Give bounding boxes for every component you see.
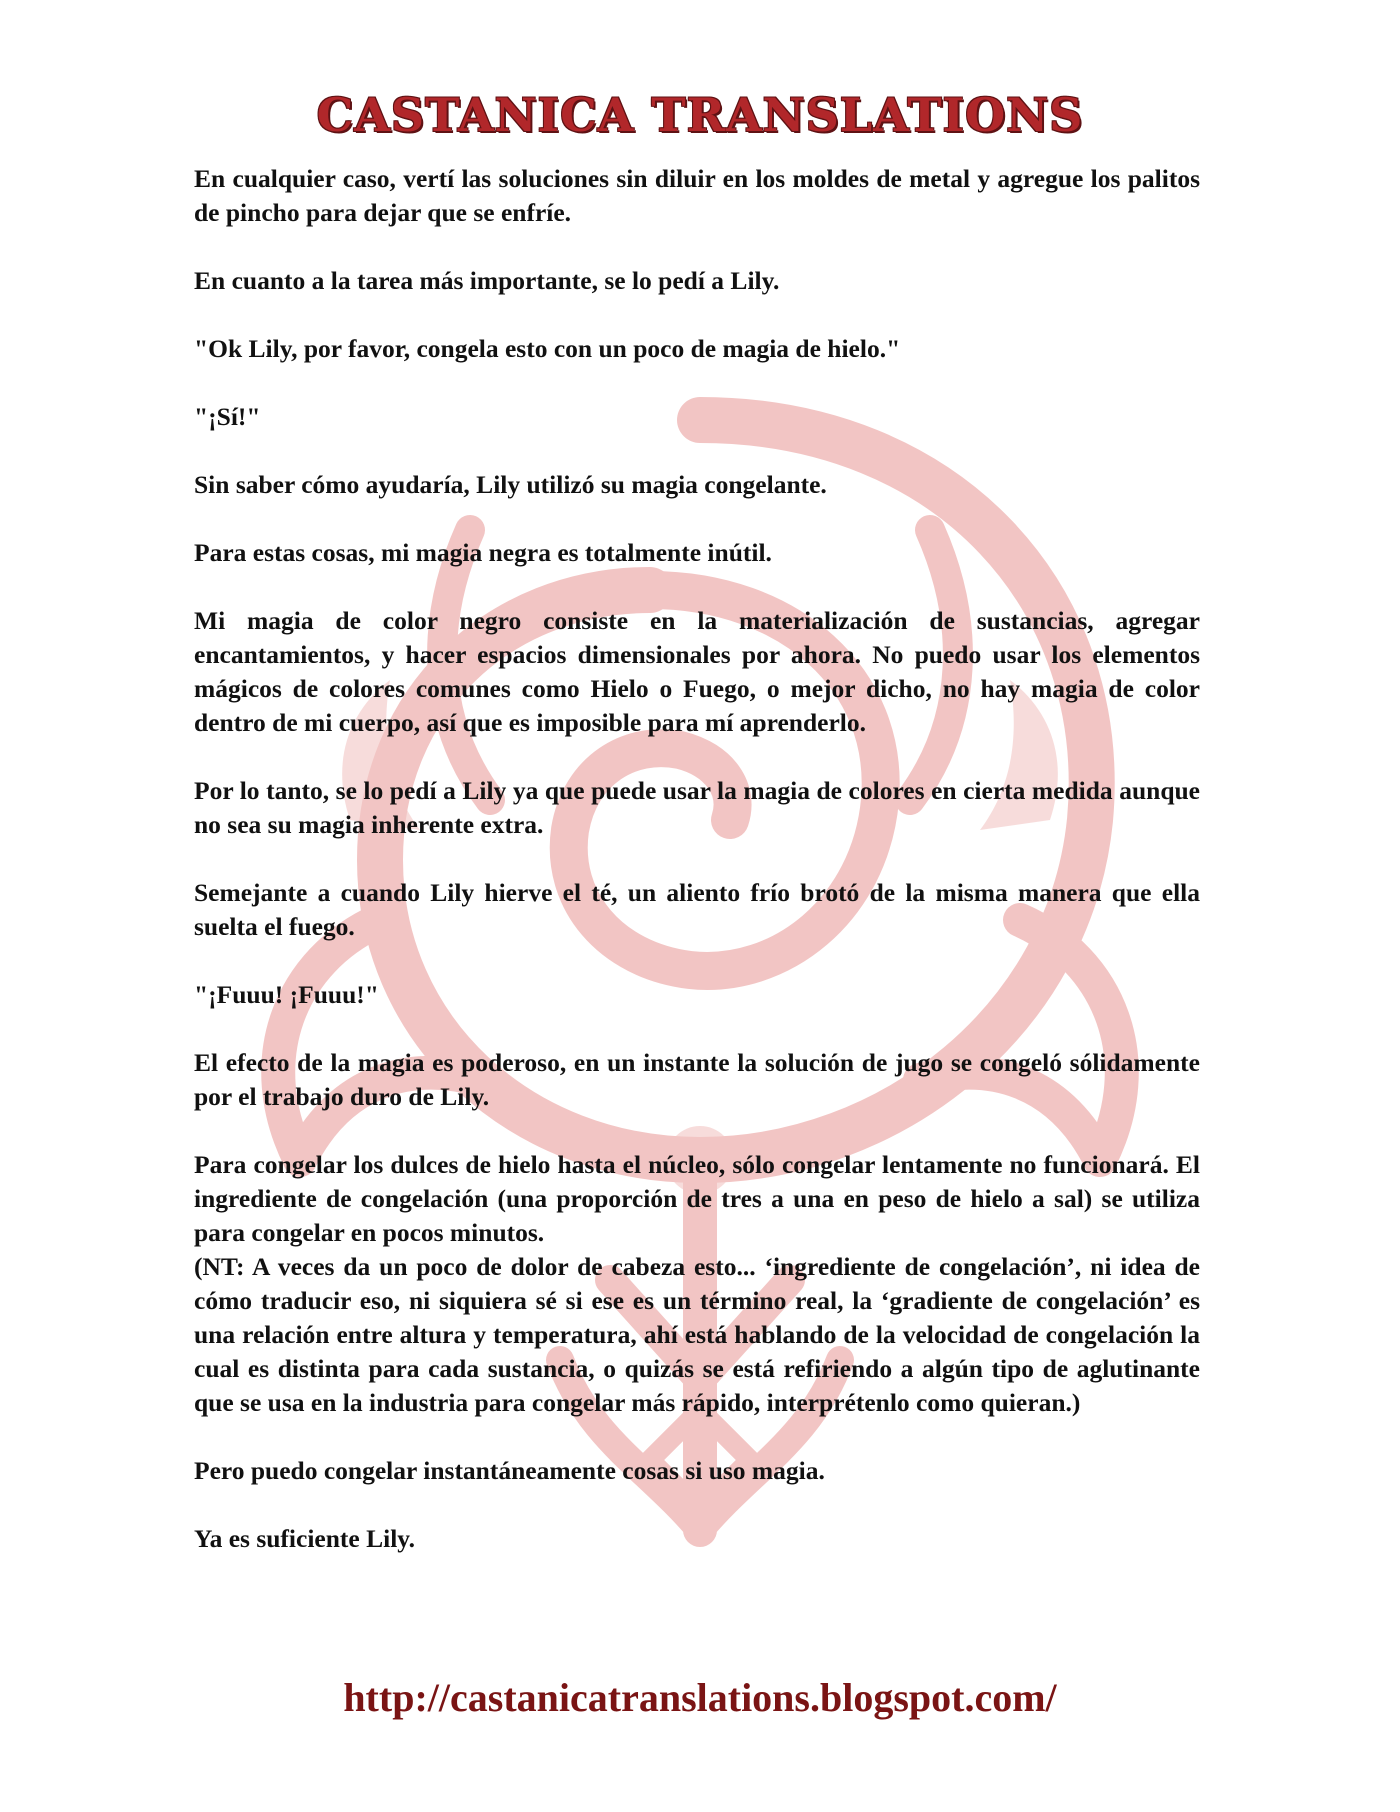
- page-title: CASTANICA TRANSLATIONS: [316, 88, 1084, 142]
- paragraph: Para estas cosas, mi magia negra es totalmente inútil.: [194, 538, 772, 567]
- paragraph: Sin saber cómo ayudaría, Lily utilizó su magia congelante.: [194, 470, 827, 499]
- paragraph: En cuanto a la tarea más importante, se lo pedí a Lily.: [194, 266, 780, 295]
- paragraph: Mi magia de color negro consiste en la materialización de sustancias, agregar encantamientos, y hacer espacios dimensionales por ahora. No puedo usar los elementos mágicos de colores comunes como Hielo o Fuego, o mejor dicho, no hay magia de color dentro de mi cuerpo, así que es imposible para mí aprenderlo.: [194, 606, 1200, 737]
- paragraph: "¡Fuuu! ¡Fuuu!": [194, 980, 379, 1009]
- paragraph: "¡Sí!": [194, 402, 261, 431]
- paragraph: El efecto de la magia es poderoso, en un instante la solución de jugo se congeló sólidamente por el trabajo duro de Lily.: [194, 1048, 1200, 1111]
- paragraph: En cualquier caso, vertí las soluciones sin diluir en los moldes de metal y agregue los palitos de pincho para dejar que se enfríe.: [194, 164, 1200, 227]
- translator-note: (NT: A veces da un poco de dolor de cabeza esto... ‘ingrediente de congelación’, ni idea de cómo traducir eso, ni siquiera sé si ese es un término real, la ‘gradiente de congelación’ es una relación entre altura y temperatura, ahí está hablando de la velocidad de congelación la cual es distinta para cada sustancia, o quizás se está refiriendo a algún tipo de aglutinante que se usa en la industria para congelar más rápido, interprétenlo como quieran.): [194, 1252, 1200, 1417]
- footer-link[interactable]: http://castanicatranslations.blogspot.com/: [343, 1675, 1057, 1720]
- paragraph: Semejante a cuando Lily hierve el té, un aliento frío brotó de la misma manera que ella suelta el fuego.: [194, 878, 1200, 941]
- paragraph: "Ok Lily, por favor, congela esto con un poco de magia de hielo.": [194, 334, 901, 363]
- paragraph: Para congelar los dulces de hielo hasta el núcleo, sólo congelar lentamente no funcionará. El ingrediente de congelación (una proporción de tres a una en peso de hielo a sal) se utiliza para congelar en pocos minutos.: [194, 1150, 1200, 1247]
- paragraph: Ya es suficiente Lily.: [194, 1524, 415, 1553]
- paragraph: Pero puedo congelar instantáneamente cosas si uso magia.: [194, 1456, 825, 1485]
- paragraph: Por lo tanto, se lo pedí a Lily ya que puede usar la magia de colores en cierta medida aunque no sea su magia inherente extra.: [194, 776, 1200, 839]
- document-body: [194, 162, 1200, 1590]
